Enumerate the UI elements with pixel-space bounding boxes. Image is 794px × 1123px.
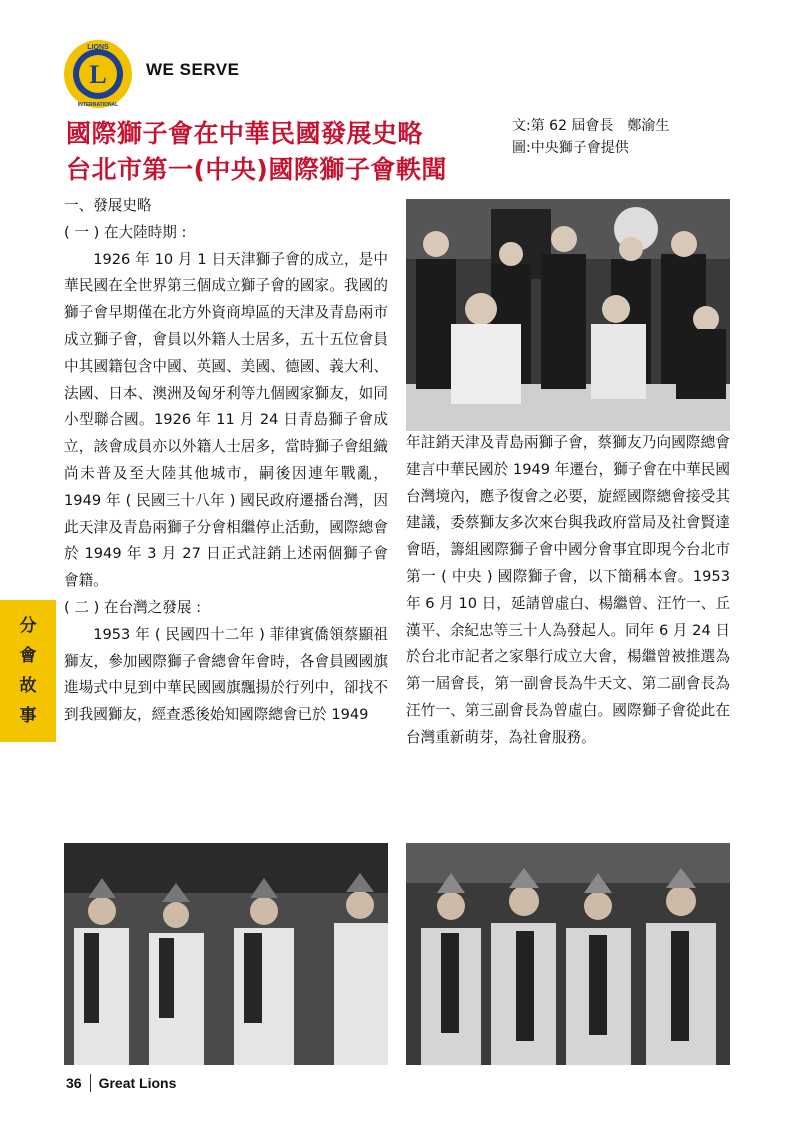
footer-divider — [90, 1074, 91, 1092]
section-side-tab — [0, 600, 56, 742]
article-title-line2: 台北市第一(中央)國際獅子會軼聞 — [66, 155, 447, 184]
lions-logo — [62, 38, 134, 110]
motto: WE SERVE — [146, 60, 240, 79]
magazine-name: Great Lions — [98, 1075, 177, 1091]
article-title-line1: 國際獅子會在中華民國發展史略 — [66, 119, 424, 148]
page-footer — [66, 1074, 176, 1092]
handshake-photo — [64, 843, 388, 1065]
logo-text-bottom: INTERNATIONAL — [77, 102, 119, 108]
group-portrait-photo — [406, 199, 730, 431]
side-tab-char-4: 事 — [19, 706, 37, 726]
byline-author: 文:第 62 屆會長 鄭渝生 — [512, 118, 670, 134]
side-tab-char-1: 分 — [19, 616, 37, 636]
right-column — [406, 430, 730, 752]
four-members-photo — [406, 843, 730, 1065]
page-number: 36 — [66, 1075, 82, 1091]
section-heading: 一、發展史略 — [64, 197, 152, 214]
paragraph-mainland: 1926 年 10 月 1 日天津獅子會的成立，是中華民國在全世界第三個成立獅子會的國家。我國的獅子會早期僅在北方外資商埠區的天津及青島兩市成立獅子會，會員以外籍人士居多，五十五位會員中其國籍包含中國、英國、美國、德國、義大利、法國、日本、澳洲及匈牙利等九個國家獅友，如同小型聯合國。1926 年 11 月 24 日青島獅子會成立，該會成員亦以外籍人士居多，當時獅子會組織尚未普及至大陸其他城市，嗣後因連年戰亂，1949 年 ( 民國三十八年 ) 國民政府遷播台灣，因此天津及青島兩獅子分會相繼停止活動，國際總會於 1949 年 3 月 27 日正式註銷上述兩個獅子會會籍。 — [64, 250, 388, 590]
logo-text-top: LIONS — [87, 44, 109, 51]
byline-photo: 圖:中央獅子會提供 — [512, 140, 629, 156]
side-tab-char-3: 故 — [19, 676, 37, 696]
subsection-heading-taiwan: ( 二 ) 在台灣之發展 : — [64, 598, 202, 616]
paragraph-continued: 年註銷天津及青島兩獅子會，蔡獅友乃向國際總會建言中華民國於 1949 年遷台，獅子會在中華民國台灣境內，應予復會之必要，旋經國際總會接受其建議，委蔡獅友多次來台與我政府當局及社會賢達會晤，籌組國際獅子會中國分會事宜即現今台北市第一 ( 中央 ) 國際獅子會，以下簡稱本會。1953 年 6 月 10 日，延請曾虛白、楊繼曾、汪竹一、丘漢平、余紀忠等三十人為發起人。同年 6 月 24 日於台北市記者之家舉行成立大會，楊繼曾被推選為第一屆會長，第一副會長為牛天文、第二副會長為汪竹一、第三副會長為曾虛白。國際獅子會從此在台灣重新萌芽，為社會服務。 — [406, 434, 730, 746]
logo-letter: L — [89, 60, 107, 89]
paragraph-taiwan: 1953 年 ( 民國四十二年 ) 菲律賓僑領蔡顯祖獅友，參加國際獅子會總會年會時，各會員國國旗進場式中見到中華民國國旗飄揚於行列中，卻找不到我國獅友，經查悉後始知國際總會已於 1949 — [64, 625, 388, 724]
subsection-heading-mainland: ( 一 ) 在大陸時期 : — [64, 223, 187, 241]
left-column — [64, 193, 388, 729]
side-tab-char-2: 會 — [19, 646, 37, 666]
